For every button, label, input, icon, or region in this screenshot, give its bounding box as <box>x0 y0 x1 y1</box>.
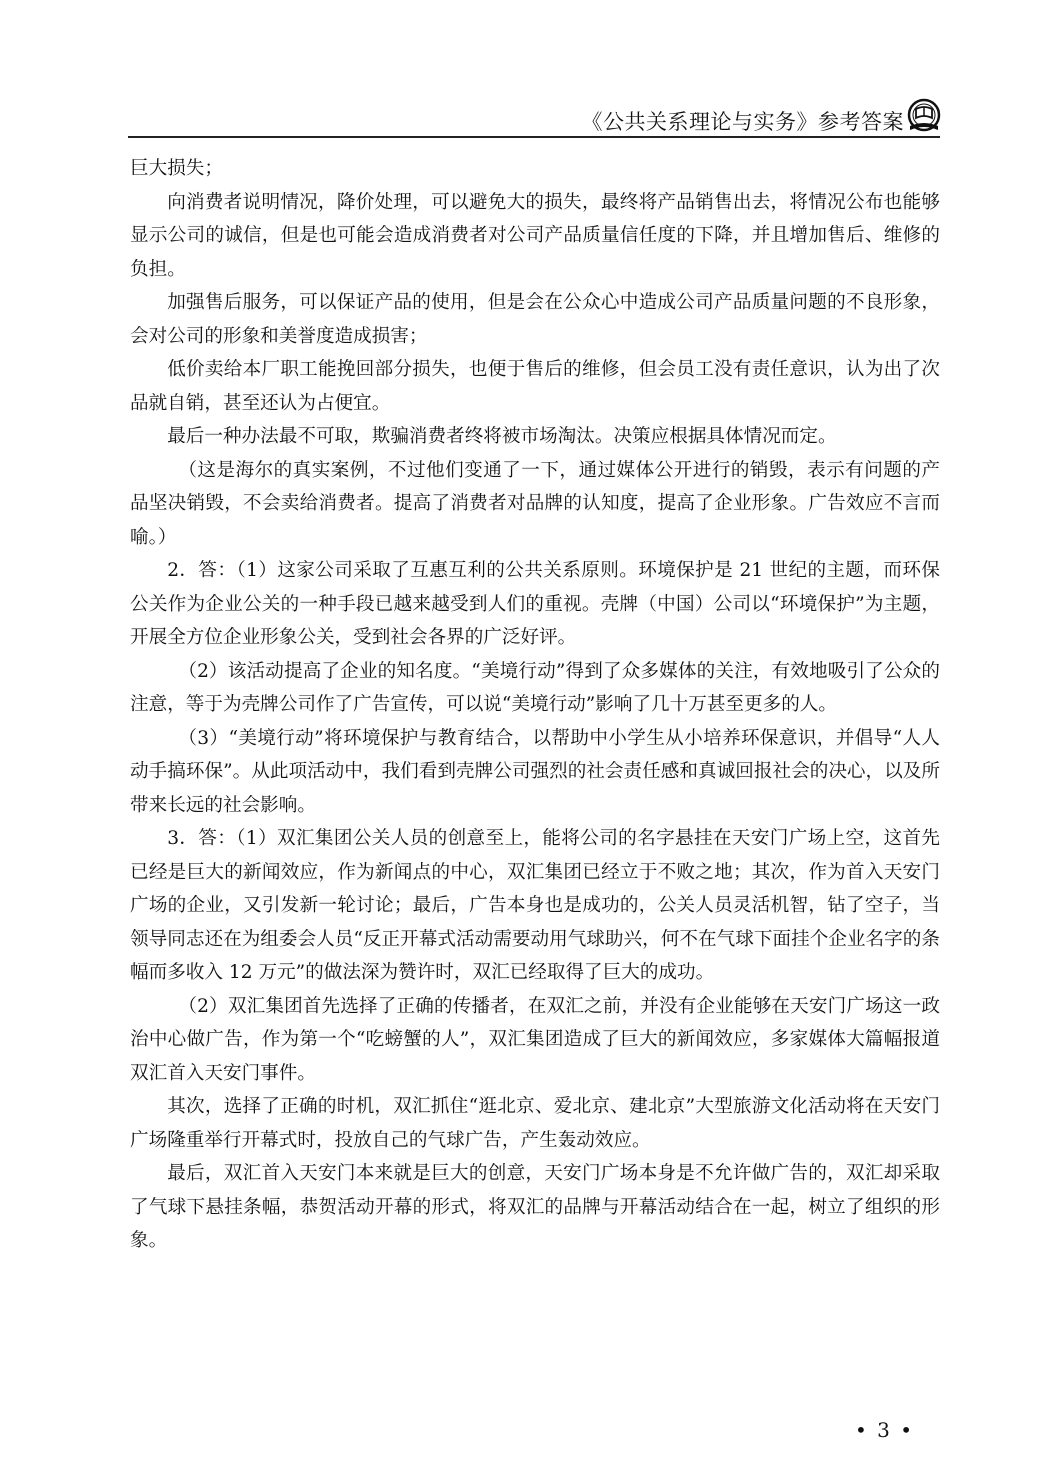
paragraph: 最后一种办法最不可取，欺骗消费者终将被市场淘汰。决策应根据具体情况而定。 <box>167 426 837 447</box>
paragraph: 向消费者说明情况，降价处理，可以避免大的损失，最终将产品销售出去，将情况公布也能够显示公司的诚信，但是也可能会造成消费者对公司产品质量信任度的下降，并且增加售后、维修的负担。 <box>130 191 940 280</box>
paragraph: （2）双汇集团首先选择了正确的传播者，在双汇之前，并没有企业能够在天安门广场这一政治中心做广告，作为第一个“吃螃蟹的人”，双汇集团造成了巨大的新闻效应，多家媒体大篇幅报道双汇首入天安门事件。 <box>130 995 940 1084</box>
paragraph: 最后，双汇首入天安门本来就是巨大的创意，天安门广场本身是不允许做广告的，双汇却采取了气球下悬挂条幅，恭贺活动开幕的形式，将双汇的品牌与开幕活动结合在一起，树立了组织的形象。 <box>130 1163 940 1251</box>
paragraph: （2）该活动提高了企业的知名度。“美境行动”得到了众多媒体的关注，有效地吸引了公众的注意，等于为壳牌公司作了广告宣传，可以说“美境行动”影响了几十万甚至更多的人。 <box>130 660 940 715</box>
paragraph: 巨大损失； <box>130 158 223 179</box>
answer-body <box>130 152 940 1258</box>
answer-2-paragraph: 2．答：（1）这家公司采取了互惠互利的公共关系原则。环境保护是 21 世纪的主题，而环保公关作为企业公关的一种手段已越来越受到人们的重视。壳牌（中国）公司以“环境保护”为主题，开展全方位企业形象公关，受到社会各界的广泛好评。 <box>130 560 940 648</box>
header-title: 《公共关系理论与实务》参考答案 <box>581 110 904 134</box>
paragraph: 加强售后服务，可以保证产品的使用，但是会在公众心中造成公司产品质量问题的不良形象，会对公司的形象和美誉度造成损害； <box>130 292 940 347</box>
page-header <box>0 0 1044 140</box>
page-number: • 3 • <box>854 1418 914 1442</box>
paragraph: 低价卖给本厂职工能挽回部分损失，也便于售后的维修，但会员工没有责任意识，认为出了次品就自销，甚至还认为占便宜。 <box>130 359 940 414</box>
paragraph: （这是海尔的真实案例，不过他们变通了一下，通过媒体公开进行的销毁，表示有问题的产品坚决销毁，不会卖给消费者。提高了消费者对品牌的认知度，提高了企业形象。广告效应不言而喻。） <box>130 459 940 548</box>
paragraph: （3）“美境行动”将环境保护与教育结合，以帮助中小学生从小培养环保意识，并倡导“人人动手搞环保”。从此项活动中，我们看到壳牌公司强烈的社会责任感和真诚回报社会的决心，以及所带来长远的社会影响。 <box>130 727 940 816</box>
book-seal-logo-icon <box>904 96 944 136</box>
header-divider <box>128 136 940 138</box>
paragraph: 其次，选择了正确的时机，双汇抓住“逛北京、爱北京、建北京”大型旅游文化活动将在天安门广场隆重举行开幕式时，投放自己的气球广告，产生轰动效应。 <box>130 1096 940 1151</box>
answer-3-paragraph: 3．答：（1）双汇集团公关人员的创意至上，能将公司的名字悬挂在天安门广场上空，这首先已经是巨大的新闻效应，作为新闻点的中心，双汇集团已经立于不败之地；其次，作为首入天安门广场的企业，又引发新一轮讨论；最后，广告本身也是成功的，公关人员灵活机智，钻了空子，当领导同志还在为组委会人员“反正开幕式活动需要动用气球助兴，何不在气球下面挂个企业名字的条幅而多收入 12 万元”的做法深为赞许时，双汇已经取得了巨大的成功。 <box>130 828 940 983</box>
